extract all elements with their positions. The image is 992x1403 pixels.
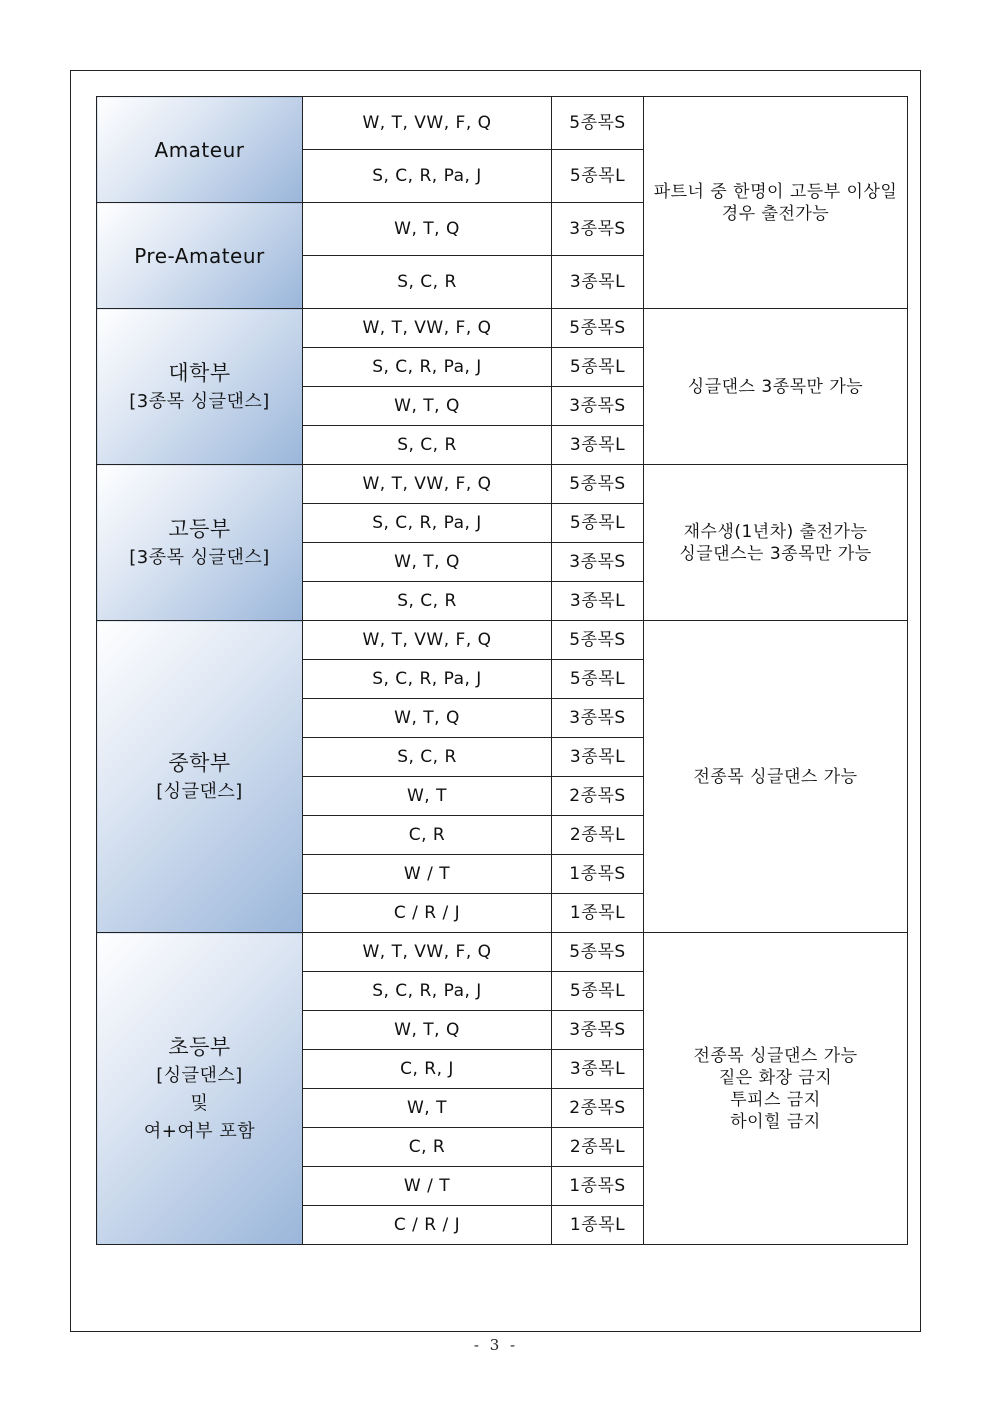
note-line: 파트너 중 한명이 고등부 이상일 xyxy=(653,181,898,202)
event-count-cell: 5종목S xyxy=(552,309,644,348)
event-count-cell: 1종목L xyxy=(552,1206,644,1245)
dances-cell: S, C, R, Pa, J xyxy=(303,660,552,699)
note-line: 경우 출전가능 xyxy=(721,203,830,224)
event-count-cell: 3종목L xyxy=(552,738,644,777)
event-count-cell: 3종목S xyxy=(552,699,644,738)
dances-cell: W / T xyxy=(303,1167,552,1206)
event-count-cell: 5종목L xyxy=(552,348,644,387)
dances-cell: W, T, Q xyxy=(303,543,552,582)
category-subtitle: 여+여부 포함 xyxy=(143,1120,256,1142)
event-count-cell: 3종목S xyxy=(552,543,644,582)
event-count-cell: 2종목S xyxy=(552,777,644,816)
category-subtitle: [3종목 싱글댄스] xyxy=(129,390,270,412)
dances-cell: W, T, Q xyxy=(303,203,552,256)
note-line: 투피스 금지 xyxy=(730,1089,821,1110)
event-count-cell: 3종목L xyxy=(552,256,644,309)
category-title: 초등부 xyxy=(168,1034,231,1059)
event-count-cell: 5종목L xyxy=(552,660,644,699)
event-count-cell: 3종목S xyxy=(552,1011,644,1050)
category-subtitle: [3종목 싱글댄스] xyxy=(129,546,270,568)
category-title: 고등부 xyxy=(168,516,231,541)
event-count-cell: 3종목L xyxy=(552,426,644,465)
dances-cell: W, T, VW, F, Q xyxy=(303,97,552,150)
event-count-cell: 1종목S xyxy=(552,1167,644,1206)
note-cell xyxy=(644,933,908,1245)
event-count-cell: 2종목L xyxy=(552,1128,644,1167)
note-line: 전종목 싱글댄스 가능 xyxy=(693,1045,858,1066)
dances-cell: W, T xyxy=(303,1089,552,1128)
event-count-cell: 5종목S xyxy=(552,465,644,504)
category-subtitle: [싱글댄스] xyxy=(156,1064,243,1086)
category-name: Amateur xyxy=(154,137,245,162)
note-line: 하이힐 금지 xyxy=(730,1111,821,1132)
event-count-cell: 3종목L xyxy=(552,1050,644,1089)
dances-cell: W, T, VW, F, Q xyxy=(303,933,552,972)
category-subtitle: [싱글댄스] xyxy=(156,780,243,802)
table-row xyxy=(97,621,908,660)
dances-cell: S, C, R, Pa, J xyxy=(303,348,552,387)
category-cell xyxy=(97,621,303,933)
dances-cell: W, T, Q xyxy=(303,699,552,738)
note-line: 전종목 싱글댄스 가능 xyxy=(693,766,858,787)
page-number: - 3 - xyxy=(473,1336,519,1354)
note-cell xyxy=(644,309,908,465)
category-subtitle: 및 xyxy=(190,1092,209,1114)
event-count-cell: 5종목S xyxy=(552,97,644,150)
note-line: 재수생(1년차) 출전가능 xyxy=(683,521,868,542)
event-count-cell: 3종목S xyxy=(552,203,644,256)
event-count-cell: 3종목S xyxy=(552,387,644,426)
competition-events-table xyxy=(96,96,908,1245)
dances-cell: S, C, R xyxy=(303,582,552,621)
note-cell xyxy=(644,621,908,933)
category-name: Pre-Amateur xyxy=(134,243,265,268)
category-cell xyxy=(97,309,303,465)
category-title: 중학부 xyxy=(168,750,231,775)
dances-cell: S, C, R xyxy=(303,256,552,309)
dances-cell: W, T, VW, F, Q xyxy=(303,621,552,660)
dances-cell: C / R / J xyxy=(303,1206,552,1245)
dances-cell: C, R xyxy=(303,816,552,855)
dances-cell: W, T, Q xyxy=(303,387,552,426)
table-row xyxy=(97,933,908,972)
dances-cell: W / T xyxy=(303,855,552,894)
dances-cell: C, R xyxy=(303,1128,552,1167)
event-count-cell: 5종목L xyxy=(552,504,644,543)
table-row xyxy=(97,465,908,504)
category-title: 대학부 xyxy=(168,360,231,385)
dances-cell: S, C, R, Pa, J xyxy=(303,972,552,1011)
category-cell xyxy=(97,465,303,621)
dances-cell: S, C, R xyxy=(303,426,552,465)
event-count-cell: 1종목S xyxy=(552,855,644,894)
dances-cell: C, R, J xyxy=(303,1050,552,1089)
dances-cell: S, C, R xyxy=(303,738,552,777)
event-count-cell: 5종목S xyxy=(552,933,644,972)
dances-cell: W, T, VW, F, Q xyxy=(303,309,552,348)
event-count-cell: 5종목S xyxy=(552,621,644,660)
dances-cell: W, T, Q xyxy=(303,1011,552,1050)
event-count-cell: 2종목L xyxy=(552,816,644,855)
table-row xyxy=(97,309,908,348)
category-cell xyxy=(97,933,303,1245)
note-line: 짙은 화장 금지 xyxy=(718,1067,833,1088)
event-count-cell: 5종목L xyxy=(552,972,644,1011)
shared-note-cell xyxy=(644,97,908,309)
category-cell xyxy=(97,203,303,309)
dances-cell: S, C, R, Pa, J xyxy=(303,150,552,203)
event-count-cell: 5종목L xyxy=(552,150,644,203)
note-cell xyxy=(644,465,908,621)
dances-cell: W, T xyxy=(303,777,552,816)
category-cell xyxy=(97,97,303,203)
event-count-cell: 1종목L xyxy=(552,894,644,933)
dances-cell: S, C, R, Pa, J xyxy=(303,504,552,543)
event-count-cell: 3종목L xyxy=(552,582,644,621)
dances-cell: C / R / J xyxy=(303,894,552,933)
table-row xyxy=(97,97,908,150)
note-line: 싱글댄스 3종목만 가능 xyxy=(687,376,864,397)
dances-cell: W, T, VW, F, Q xyxy=(303,465,552,504)
note-line: 싱글댄스는 3종목만 가능 xyxy=(679,543,872,564)
event-count-cell: 2종목S xyxy=(552,1089,644,1128)
